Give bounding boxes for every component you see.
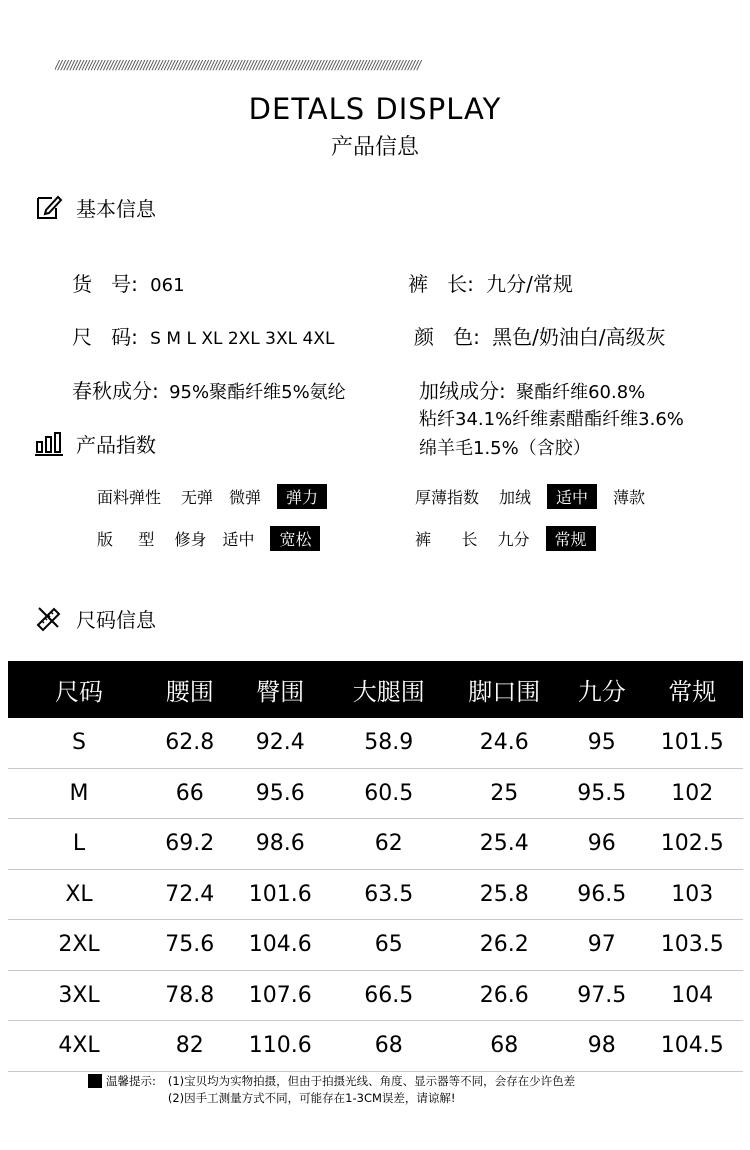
measurement-cell: 98 (562, 1021, 642, 1072)
fleece-material-value-2: 粘纤34.1%纤维素醋酯纤维3.6% (419, 409, 684, 430)
notes-line: (2)因手工测量方式不同，可能存在1-3CM误差，请谅解! (167, 1091, 456, 1105)
size-label-cell: S (8, 718, 150, 768)
measurement-cell: 103.5 (642, 920, 743, 971)
spring-material-row (72, 375, 346, 404)
measurement-cell: 68 (446, 1021, 561, 1072)
measurement-cell: 103 (642, 869, 743, 920)
size-label-cell: XL (8, 869, 150, 920)
product-index-heading-text: 产品指数 (76, 432, 156, 457)
measurement-cell: 97 (562, 920, 642, 971)
table-row (8, 920, 743, 971)
measurement-cell: 95.6 (230, 768, 331, 819)
size-table-header-cell: 尺码 (8, 661, 150, 718)
size-value: S M L XL 2XL 3XL 4XL (150, 329, 335, 349)
fit-option: 适中 (222, 530, 255, 549)
measurement-cell: 104.5 (642, 1021, 743, 1072)
table-row (8, 869, 743, 920)
measurement-cell: 101.5 (642, 718, 743, 768)
bar-chart-icon (34, 428, 64, 458)
measurement-cell: 96 (562, 819, 642, 870)
length-index-option: 九分 (497, 530, 530, 549)
measurement-cell: 92.4 (230, 718, 331, 768)
measurement-cell: 104.6 (230, 920, 331, 971)
elasticity-option: 微弹 (229, 488, 262, 507)
item-number-value: 061 (150, 275, 185, 296)
measurement-cell: 63.5 (331, 869, 446, 920)
measurement-cell: 68 (331, 1021, 446, 1072)
measurement-cell: 25 (446, 768, 561, 819)
measurement-cell: 82 (150, 1021, 230, 1072)
measurement-cell: 96.5 (562, 869, 642, 920)
measurement-cell: 75.6 (150, 920, 230, 971)
measurement-cell: 26.6 (446, 970, 561, 1021)
elasticity-label: 面料弹性 (97, 488, 162, 507)
product-index-heading (34, 428, 156, 458)
measurement-cell: 25.4 (446, 819, 561, 870)
measurement-cell: 104 (642, 970, 743, 1021)
table-row (8, 819, 743, 870)
notes (88, 1073, 575, 1107)
table-row (8, 718, 743, 768)
spring-material-value: 95%聚酯纤维5%氨纶 (169, 382, 346, 403)
measurement-cell: 72.4 (150, 869, 230, 920)
color-row (414, 321, 666, 350)
length-row (408, 268, 573, 297)
notes-label (88, 1073, 156, 1107)
size-table-header-cell: 脚口围 (446, 661, 561, 718)
edit-note-icon (34, 192, 64, 222)
length-index-label: 裤 长 (415, 530, 478, 549)
thickness-index (415, 484, 661, 509)
measurement-cell: 66.5 (331, 970, 446, 1021)
elasticity-option: 无弹 (181, 488, 214, 507)
size-table-header-cell: 腰围 (150, 661, 230, 718)
elasticity-selected: 弹力 (277, 484, 327, 509)
length-index (415, 526, 612, 551)
measurement-cell: 98.6 (230, 819, 331, 870)
thickness-selected: 适中 (547, 484, 597, 509)
size-table (8, 661, 743, 1072)
measurement-cell: 26.2 (446, 920, 561, 971)
measurement-cell: 95 (562, 718, 642, 768)
size-table-header (8, 661, 743, 718)
size-label-cell: L (8, 819, 150, 870)
measurement-cell: 62 (331, 819, 446, 870)
measurement-cell: 24.6 (446, 718, 561, 768)
measurement-cell: 97.5 (562, 970, 642, 1021)
table-row (8, 970, 743, 1021)
thickness-option: 加绒 (499, 488, 532, 507)
measurement-cell: 107.6 (230, 970, 331, 1021)
length-index-selected: 常规 (546, 526, 596, 551)
fit-option: 修身 (174, 530, 207, 549)
measurement-cell: 60.5 (331, 768, 446, 819)
color-key: 颜 色: (414, 325, 480, 349)
elasticity-index (97, 484, 343, 509)
measurement-cell: 78.8 (150, 970, 230, 1021)
notes-label-text: 温馨提示: (106, 1074, 156, 1088)
fit-selected: 宽松 (270, 526, 320, 551)
measurement-cell: 102 (642, 768, 743, 819)
item-number-row (72, 268, 185, 297)
measurement-cell: 101.6 (230, 869, 331, 920)
basic-info-heading-text: 基本信息 (76, 196, 156, 221)
measurement-cell: 66 (150, 768, 230, 819)
measurement-cell: 95.5 (562, 768, 642, 819)
spring-material-key: 春秋成分: (72, 379, 159, 403)
table-row (8, 768, 743, 819)
measurement-cell: 65 (331, 920, 446, 971)
size-table-header-cell: 九分 (562, 661, 642, 718)
size-label-cell: 2XL (8, 920, 150, 971)
size-label-cell: 4XL (8, 1021, 150, 1072)
table-row (8, 1021, 743, 1072)
fleece-material-value-3: 绵羊毛1.5%（含胶） (419, 438, 591, 459)
fleece-material-row (419, 375, 645, 404)
size-table-header-cell: 常规 (642, 661, 743, 718)
length-value: 九分/常规 (486, 272, 573, 296)
length-key: 裤 长: (408, 272, 474, 296)
measurement-cell: 69.2 (150, 819, 230, 870)
page-title-en: DETALS DISPLAY (248, 92, 502, 126)
thickness-label: 厚薄指数 (415, 488, 480, 507)
item-number-key: 货 号: (72, 272, 138, 296)
thickness-option: 薄款 (613, 488, 646, 507)
measurement-cell: 62.8 (150, 718, 230, 768)
measurement-cell: 102.5 (642, 819, 743, 870)
size-label-cell: 3XL (8, 970, 150, 1021)
measurement-cell: 58.9 (331, 718, 446, 768)
size-table-header-cell: 大腿围 (331, 661, 446, 718)
decorative-slash-line: //////////////////////////////////////////////////////////////////////////////////////////////////////////////////////// (55, 58, 421, 72)
size-label-cell: M (8, 768, 150, 819)
size-info-heading (34, 603, 156, 633)
fleece-material-value-1: 聚酯纤维60.8% (516, 382, 646, 403)
ruler-pencil-icon (34, 603, 64, 633)
size-key: 尺 码: (72, 325, 138, 349)
fit-label: 版 型 (97, 530, 155, 549)
size-table-body (8, 718, 743, 1071)
fleece-material-key: 加绒成分: (419, 379, 506, 403)
fit-index (97, 526, 336, 551)
color-value: 黑色/奶油白/高级灰 (492, 325, 666, 349)
notes-lines (168, 1073, 575, 1107)
size-table-header-cell: 臀围 (230, 661, 331, 718)
basic-info-heading (34, 192, 156, 222)
size-info-heading-text: 尺码信息 (76, 607, 156, 632)
measurement-cell: 25.8 (446, 869, 561, 920)
notes-line: (1)宝贝均为实物拍摄，但由于拍摄光线、角度、显示器等不同，会存在少许色差 (167, 1074, 576, 1088)
size-row (72, 321, 334, 350)
page-title-cn: 产品信息 (330, 135, 419, 160)
measurement-cell: 110.6 (230, 1021, 331, 1072)
black-square-icon (88, 1074, 102, 1088)
